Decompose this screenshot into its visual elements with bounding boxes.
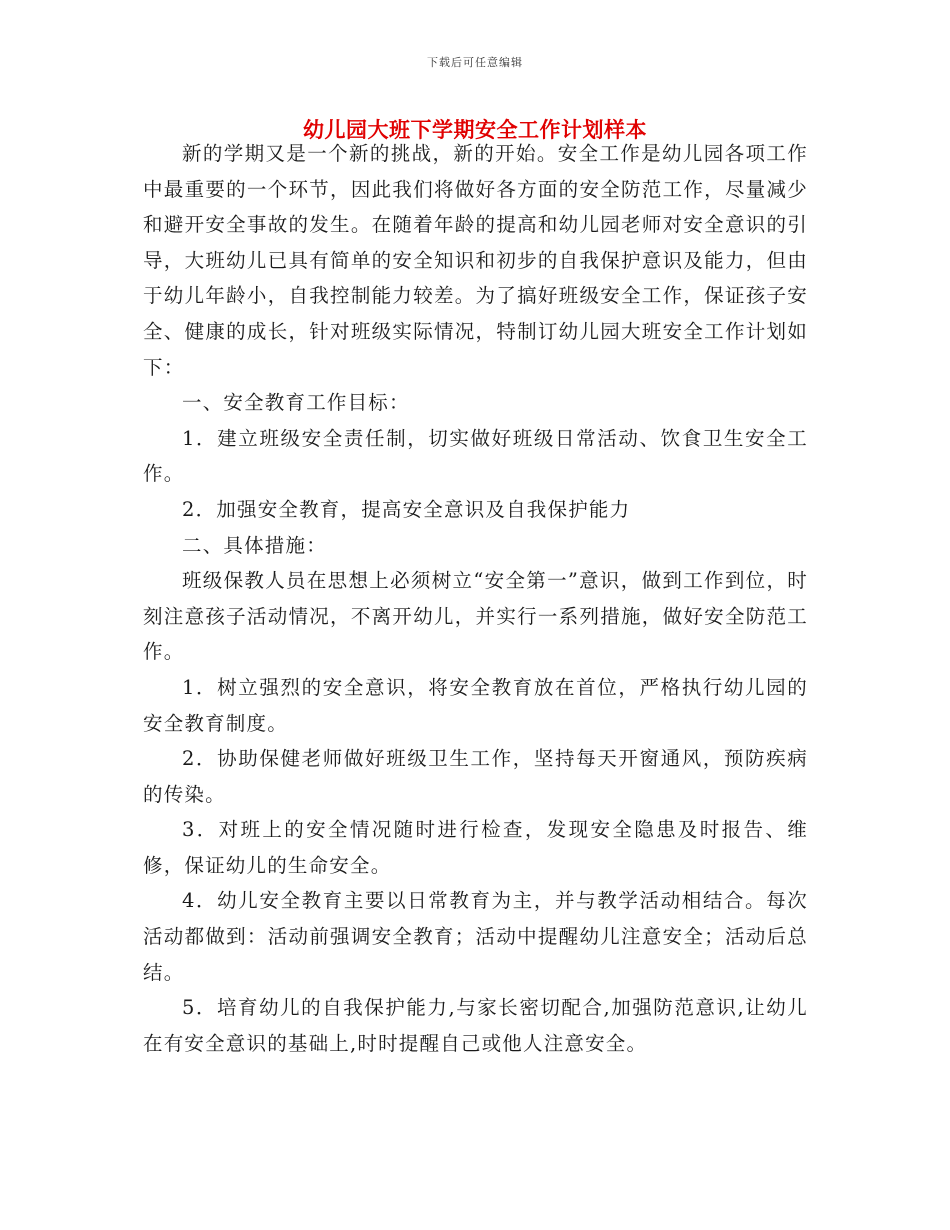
measure-item-1: 1．树立强烈的安全意识，将安全教育放在首位，严格执行幼儿园的安全教育制度。 [143, 675, 808, 735]
goal-item-1: 1．建立班级安全责任制，切实做好班级日常活动、饮食卫生安全工作。 [143, 426, 808, 486]
goal-item-2: 2．加强安全教育，提高安全意识及自我保护能力 [182, 497, 631, 521]
measures-intro-paragraph: 班级保教人员在思想上必须树立“安全第一”意识，做到工作到位，时刻注意孩子活动情况，不离开幼儿，并实行一系列措施，做好安全防范工作。 [143, 569, 808, 664]
measure-item-4: 4．幼儿安全教育主要以日常教育为主，并与教学活动相结合。每次活动都做到：活动前强调安全教育；活动中提醒幼儿注意安全；活动后总结。 [143, 889, 808, 984]
document-title: 幼儿园大班下学期安全工作计划样本 [303, 117, 647, 142]
measure-item-3: 3．对班上的安全情况随时进行检查，发现安全隐患及时报告、维修，保证幼儿的生命安全。 [143, 818, 808, 877]
measure-item-5: 5．培育幼儿的自我保护能力,与家长密切配合,加强防范意识,让幼儿在有安全意识的基础上,时时提醒自己或他人注意安全。 [143, 996, 808, 1055]
header-note: 下载后可任意编辑 [427, 56, 523, 69]
intro-paragraph: 新的学期又是一个新的挑战，新的开始。安全工作是幼儿园各项工作中最重要的一个环节，因此我们将做好各方面的安全防范工作，尽量减少和避开安全事故的发生。在随着年龄的提高和幼儿园老师对安全意识的引导，大班幼儿已具有简单的安全知识和初步的自我保护意识及能力，但由于幼儿年龄小，自我控制能力较差。为了搞好班级安全工作，保证孩子安全、健康的成长，针对班级实际情况，特制订幼儿园大班安全工作计划如下： [143, 142, 808, 379]
measure-item-2: 2．协助保健老师做好班级卫生工作，坚持每天开窗通风，预防疾病的传染。 [143, 747, 808, 806]
section-heading-goals: 一、安全教育工作目标： [182, 391, 410, 415]
document-body [143, 136, 808, 1061]
section-heading-measures: 二、具体措施： [182, 533, 327, 557]
